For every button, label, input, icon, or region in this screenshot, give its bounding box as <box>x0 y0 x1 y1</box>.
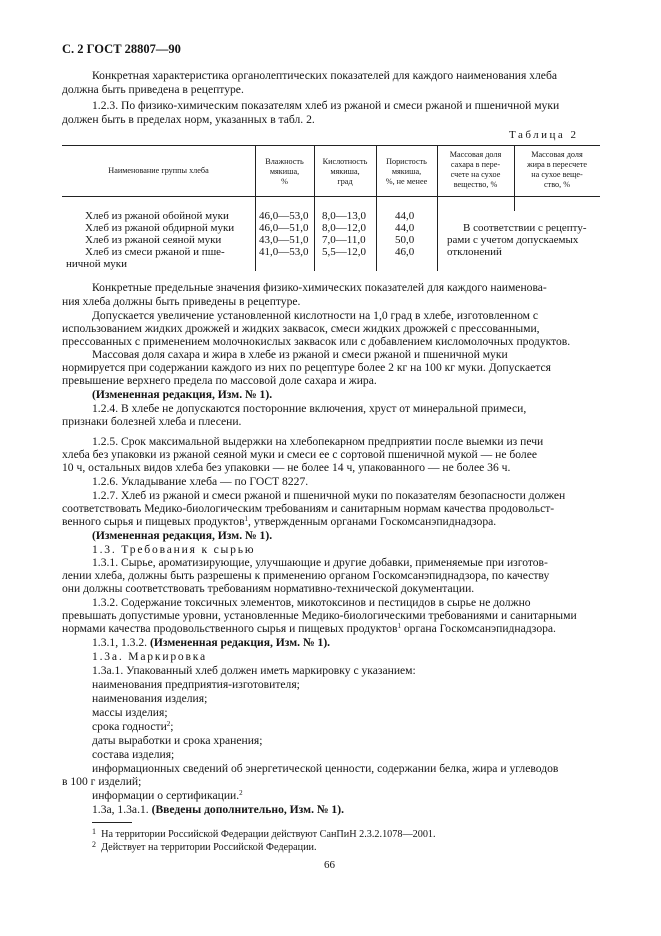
cell-name: Хлеб из ржаной сеяной муки <box>85 234 222 246</box>
para-123-line-1: 1.2.3. По физико-химическим показателям хлеб из ржаной и смеси ржаной и пшеничной муки <box>92 99 560 112</box>
table-title: Таблица 2 <box>509 129 579 141</box>
table-top-rule <box>62 145 600 146</box>
para-4-line-2: использованием жидких дрожжей и жидких заквасок, смеси жидких дрожжей с прессованными, <box>62 322 540 335</box>
list-item: информационных сведений об энергетической ценности, содержании белка, жира и углеводов <box>92 762 559 775</box>
cell-porosity: 44,0 <box>395 210 415 222</box>
list-item: наименования изделия; <box>92 692 208 705</box>
footnote-ref-2: 2 <box>166 720 171 728</box>
cell-acidity: 8,0—13,0 <box>322 210 366 222</box>
cell-moisture: 46,0—51,0 <box>259 222 309 234</box>
para-13a1: 1.3а.1. Упакованный хлеб должен иметь маркировку с указанием: <box>92 664 416 677</box>
para-132-line-1: 1.3.2. Содержание токсичных элементов, микотоксинов и пестицидов в сырье не должно <box>92 596 531 609</box>
cell-porosity: 44,0 <box>395 222 415 234</box>
para-127-line-3: венного сырья и пищевых продуктов$^1$, утвержденным органами Госкомсанэпиднадзора. <box>62 515 497 528</box>
cell-porosity: 46,0 <box>395 246 415 258</box>
page-header: С. 2 ГОСТ 28807—90 <box>62 42 181 56</box>
cell-acidity: 7,0—11,0 <box>322 234 366 246</box>
cell-moisture: 43,0—51,0 <box>259 234 309 246</box>
para-5-line-1: Массовая доля сахара и жира в хлебе из ржаной и смеси ржаной и пшеничной муки <box>92 348 508 361</box>
merged-note-line-3: отклонений <box>447 246 502 258</box>
footnote-2: $^2$ Действует на территории Российской Федерации. <box>92 840 317 853</box>
list-item: массы изделия; <box>92 706 168 719</box>
cell-name-cont: ничной муки <box>66 258 128 270</box>
merged-note-line-2: рами с учетом допускаемых <box>447 234 579 246</box>
para-1-line-1: Конкретная характеристика органолептических показателей для каждого наименования хлеба <box>92 69 558 82</box>
section-13-heading: 1.3. Требования к сырью <box>92 543 256 556</box>
para-131-line-1: 1.3.1. Сырье, ароматизирующие, улучшающие и другие добавки, применяемые при изготов- <box>92 556 548 569</box>
amendment-note: 1.3а, 1.3а.1. (Введены дополнительно, Изм. № 1). <box>92 803 344 816</box>
cell-acidity: 5,5—12,0 <box>322 246 366 258</box>
para-131-line-3: они должны соответствовать требованиям нормативно-технической документации. <box>62 582 475 595</box>
para-132-line-2: превышать допустимые уровни, установленные Медико-биологическими требованиями и санитарными <box>62 609 577 622</box>
para-132-line-3: нормами качества продовольственного сырья и пищевых продуктов$^1$ органа Госкомсанэпиднадзора. <box>62 622 556 635</box>
list-item: информации о сертификации.$^2$ <box>92 789 243 802</box>
cell-name: Хлеб из ржаной обойной муки <box>85 210 229 222</box>
th-fat: Массовая доля жира в пересчете на сухое веще- ство, % <box>526 150 588 189</box>
list-item: состава изделия; <box>92 748 175 761</box>
amendment-note: (Измененная редакция, Изм. № 1). <box>92 529 273 542</box>
cell-moisture: 41,0—53,0 <box>259 246 309 258</box>
para-127-line-1: 1.2.7. Хлеб из ржаной и смеси ржаной и пшеничной муки по показателям безопасности должен <box>92 489 566 502</box>
th-moisture: Влажность мякиша, % <box>265 157 304 186</box>
amendment-note: 1.3.1, 1.3.2. (Измененная редакция, Изм. № 1). <box>92 636 331 649</box>
section-13a-heading: 1.3а. Маркировка <box>92 650 207 663</box>
para-4-line-1: Допускается увеличение установленной кислотности на 1,0 град в хлебе, изготовленном с <box>92 309 539 322</box>
footnote-ref-1: 1 <box>244 515 249 523</box>
th-name: Наименование группы хлеба <box>108 166 209 175</box>
para-3-line-1: Конкретные предельные значения физико-химических показателей для каждого наименова- <box>92 281 547 294</box>
cell-moisture: 46,0—53,0 <box>259 210 309 222</box>
list-item: наименования предприятия-изготовителя; <box>92 678 300 691</box>
list-item-cont: в 100 г изделий; <box>62 775 142 788</box>
para-3-line-2: ния хлеба должны быть приведены в рецептуре. <box>62 295 301 308</box>
cell-name: Хлеб из смеси ржаной и пше- <box>85 246 225 258</box>
merged-note-line-1: В соответствии с рецепту- <box>463 222 587 234</box>
cell-acidity: 8,0—12,0 <box>322 222 366 234</box>
th-sugar: Массовая доля сахара в пере- счете на сухое вещество, % <box>449 150 502 189</box>
para-126: 1.2.6. Укладывание хлеба — по ГОСТ 8227. <box>92 475 309 488</box>
para-123-line-2: должен быть в пределах норм, указанных в табл. 2. <box>62 113 315 126</box>
page-number: 66 <box>324 859 335 871</box>
th-acidity: Кислотность мякиша, град <box>322 157 368 186</box>
footnote-ref-2: 2 <box>239 789 243 797</box>
th-porosity: Пористость мякиша, %, не менее <box>385 157 428 186</box>
para-125-line-1: 1.2.5. Срок максимальной выдержки на хлебопекарном предприятии после выемки из печи <box>92 435 544 448</box>
cell-porosity: 50,0 <box>395 234 415 246</box>
para-125-line-2: хлеба без упаковки из ржаной сеяной муки и смеси ее с сортовой пшеничной мукой — не более <box>62 448 538 461</box>
para-127-line-2: соответствовать Медико-биологическим требованиям и санитарным нормам качества продовольст- <box>62 502 555 515</box>
footnote-ref-1: 1 <box>397 622 401 630</box>
para-5-line-3: превышение верхнего предела по массовой доле сахара и жира. <box>62 374 377 387</box>
cell-name: Хлеб из ржаной обдирной муки <box>85 222 235 234</box>
para-5-line-2: нормируется при содержании каждого из них по рецептуре более 2 кг на 100 кг муки. Допускается <box>62 361 551 374</box>
footnote-separator <box>92 822 132 823</box>
para-124-line-2: признаки болезней хлеба и плесени. <box>62 415 242 428</box>
para-1-line-2: должна быть приведена в рецептуре. <box>62 83 244 96</box>
para-124-line-1: 1.2.4. В хлебе не допускаются посторонние включения, хруст от минеральной примеси, <box>92 402 527 415</box>
para-125-line-3: 10 ч, остальных видов хлеба без упаковки — не более 14 ч, упакованного — не более 36 ч. <box>62 461 511 474</box>
table-header-rule <box>62 196 600 197</box>
footnote-1: $^1$ На территории Российской Федерации действуют СанПиН 2.3.2.1078—2001. <box>92 827 436 840</box>
para-4-line-3: прессованных с применением молочнокислых заквасок или с добавлением кисломолочных продуктов. <box>62 335 571 348</box>
para-131-line-2: лении хлеба, должны быть разрешены к применению органом Госкомсанэпиднадзора, по качеству <box>62 569 550 582</box>
amendment-note: (Измененная редакция, Изм. № 1). <box>92 388 273 401</box>
list-item: срока годности$^2$; <box>92 720 174 733</box>
list-item: даты выработки и срока хранения; <box>92 734 263 747</box>
